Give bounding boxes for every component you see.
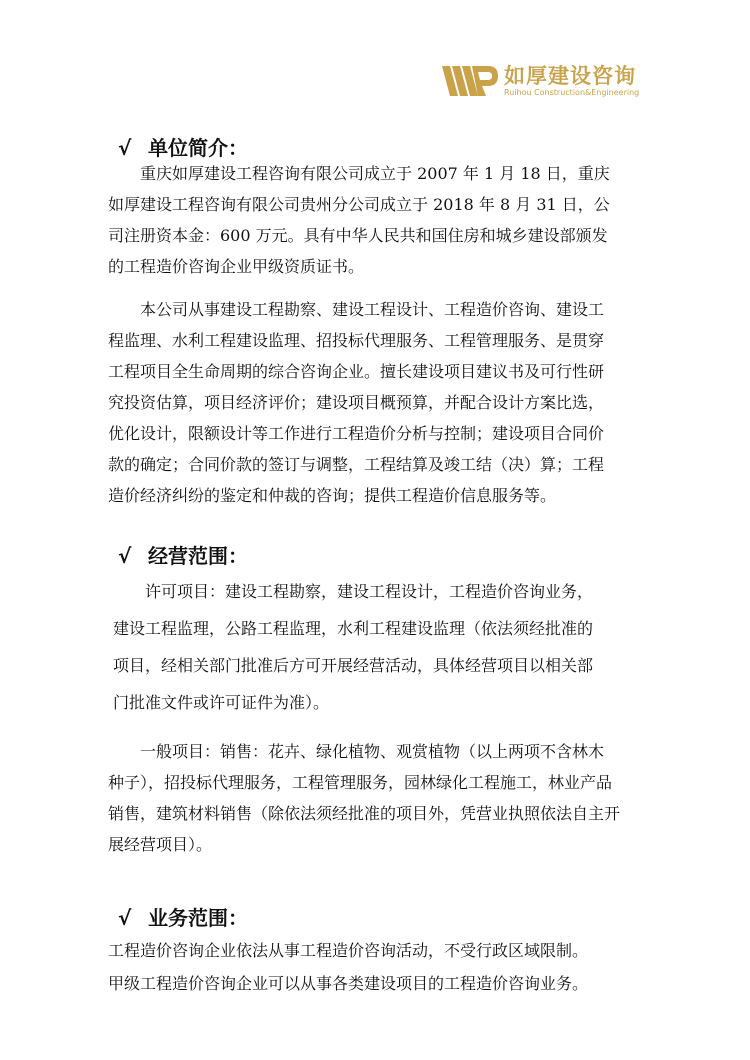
company-logo xyxy=(442,58,642,104)
paragraph-service-scope xyxy=(108,934,588,1000)
logo-mark-icon xyxy=(442,62,498,100)
text-line: 工程造价咨询企业依法从事工程造价咨询活动，不受行政区域限制。 xyxy=(108,941,589,960)
paragraph-general-items xyxy=(108,736,620,860)
text-line: 款的确定；合同价款的签订与调整，工程结算及竣工结（决）算；工程 xyxy=(108,455,605,474)
checkmark-icon: √ xyxy=(118,906,132,930)
paragraph-licensed-items xyxy=(113,573,593,721)
text-line: 甲级工程造价咨询企业可以从事各类建设项目的工程造价咨询业务。 xyxy=(108,974,589,993)
text-line: 究投资估算，项目经济评价；建设项目概预算，并配合设计方案比选， xyxy=(108,393,605,412)
logo-name-en: Ruihou Construction&Engineering xyxy=(504,88,640,97)
checkmark-icon: √ xyxy=(118,136,132,160)
text-line: 展经营项目）。 xyxy=(108,835,213,854)
text-line: 司注册资本金：600 万元。具有中华人民共和国住房和城乡建设部颁发 xyxy=(108,226,608,245)
paragraph-intro-2 xyxy=(108,294,604,511)
text-line: 如厚建设工程咨询有限公司贵州分公司成立于 2018 年 8 月 31 日，公 xyxy=(108,195,610,214)
text-line: 程监理、水利工程建设监理、招投标代理服务、工程管理服务、是贯穿 xyxy=(108,331,605,350)
section-heading-service-scope xyxy=(118,902,248,931)
text-line: 工程项目全生命周期的综合咨询企业。擅长建设项目建议书及可行性研 xyxy=(108,362,605,381)
text-line: 造价经济纠纷的鉴定和仲裁的咨询；提供工程造价信息服务等。 xyxy=(108,486,557,505)
section-title: 业务范围： xyxy=(148,906,248,930)
text-line: 种子），招投标代理服务，工程管理服务，园林绿化工程施工，林业产品 xyxy=(108,773,613,792)
paragraph-intro-1 xyxy=(108,158,610,282)
text-line: 项目，经相关部门批准后方可开展经营活动，具体经营项目以相关部 xyxy=(113,656,594,675)
text-line: 许可项目：建设工程勘察，建设工程设计，工程造价咨询业务， xyxy=(145,582,594,601)
section-heading-business-scope xyxy=(118,540,248,569)
checkmark-icon: √ xyxy=(118,544,132,568)
logo-name-cn: 如厚建设咨询 xyxy=(504,64,636,88)
text-line: 销售，建筑材料销售（除依法须经批准的项目外，凭营业执照依法自主开 xyxy=(108,804,621,823)
section-heading-company-intro xyxy=(118,132,248,161)
text-line: 门批准文件或许可证件为准）。 xyxy=(113,693,330,712)
section-title: 经营范围： xyxy=(148,544,248,568)
text-line: 优化设计，限额设计等工作进行工程造价分析与控制；建设项目合同价 xyxy=(108,424,605,443)
text-line: 一般项目：销售：花卉、绿化植物、观赏植物（以上两项不含林木 xyxy=(140,742,605,761)
text-line: 建设工程监理，公路工程监理，水利工程建设监理（依法须经批准的 xyxy=(113,619,594,638)
text-line: 本公司从事建设工程勘察、建设工程设计、工程造价咨询、建设工 xyxy=(140,300,605,319)
section-title: 单位简介： xyxy=(148,136,248,160)
text-line: 的工程造价咨询企业甲级资质证书。 xyxy=(108,257,365,276)
text-line: 重庆如厚建设工程咨询有限公司成立于 2007 年 1 月 18 日，重庆 xyxy=(140,164,610,183)
